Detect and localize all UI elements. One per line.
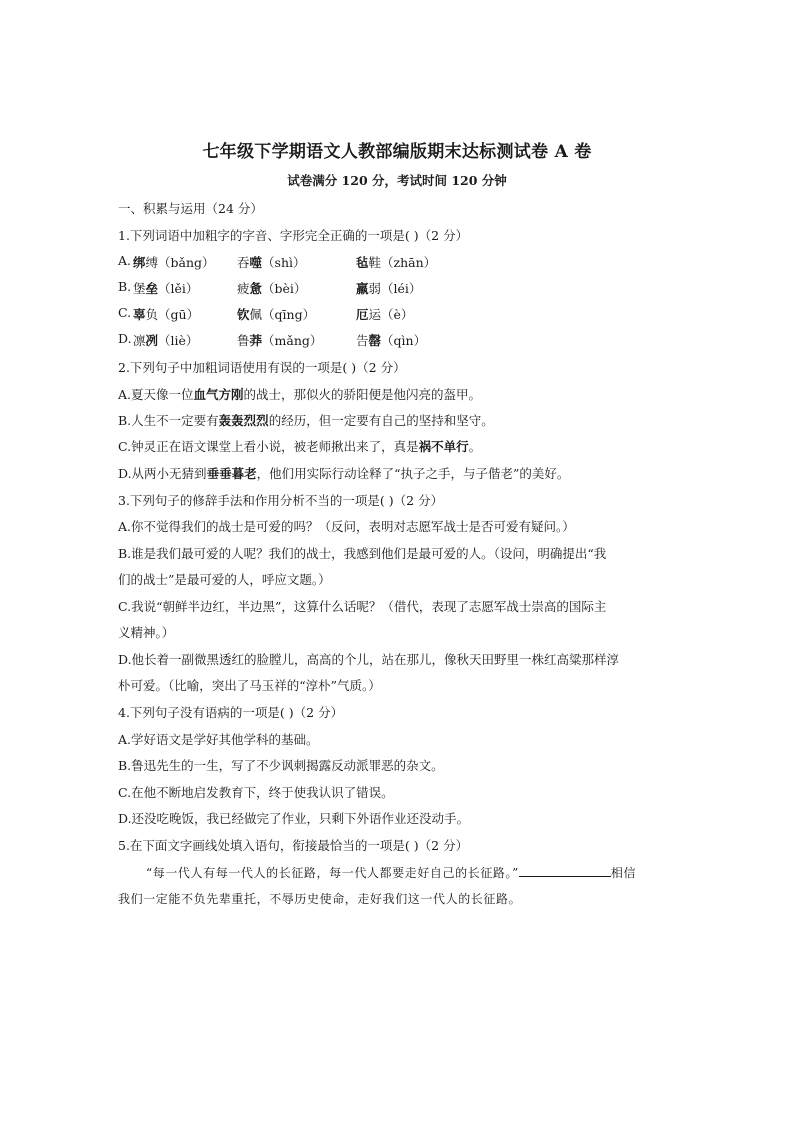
q3-option-c-line2: 义精神。）	[118, 625, 175, 640]
q5-stem: 5.在下面文字画线处填入语句，衔接最恰当的一项是( )（2 分）	[118, 838, 469, 853]
q1-stem: 1.下列词语中加粗字的字音、字形完全正确的一项是( )（2 分）	[118, 228, 469, 243]
q4-stem: 4.下列句子没有语病的一项是( )（2 分）	[118, 705, 344, 720]
option-label: D.	[118, 331, 132, 346]
option-word: 堡垒（lěi）	[133, 281, 199, 296]
q3-option-c-line1: C.我说“朝鲜半边红，半边黑”，这算什么话呢？（借代，表现了志愿军战士崇高的国际主	[118, 599, 607, 614]
option-word: 吞噬（shì）	[237, 255, 306, 270]
q2-option-b: B.人生不一定要有轰轰烈烈的经历，但一定要有自己的坚持和坚守。	[118, 413, 494, 428]
q3-stem: 3.下列句子的修辞手法和作用分析不当的一项是( )（2 分）	[118, 493, 444, 508]
option-word: 凛冽（liè）	[133, 333, 199, 348]
option-word: 告罄（qìn）	[356, 333, 427, 348]
answer-blank	[519, 866, 611, 877]
q3-option-d-line1: D.他长着一副微黑透红的脸膛儿，高高的个儿，站在那儿，像秋天田野里一株红高粱那样淳	[118, 652, 620, 667]
exam-title: 七年级下学期语文人教部编版期末达标测试卷 A 卷	[202, 142, 592, 162]
section-heading: 一、积累与运用（24 分）	[118, 201, 263, 216]
q3-option-a: A.你不觉得我们的战士是可爱的吗？（反问，表明对志愿军战士是否可爱有疑问。）	[118, 519, 575, 534]
q5-passage-line2: 我们一定能不负先辈重托，不辱历史使命，走好我们这一代人的长征路。	[118, 892, 522, 906]
q4-option-c: C.在他不断地启发教育下，终于使我认识了错误。	[118, 785, 394, 800]
option-word: 厄运（è）	[356, 307, 414, 322]
q5-passage-line1: “每一代人有每一代人的长征路，每一代人都要走好自己的长征路。” 相信	[146, 866, 637, 880]
exam-subtitle: 试卷满分 120 分，考试时间 120 分钟	[287, 173, 507, 188]
q2-option-d: D.从两小无猜到垂垂暮老，他们用实际行动诠释了“执子之手，与子偕老”的美好。	[118, 466, 570, 481]
q4-option-b: B.鲁迅先生的一生，写了不少讽刺揭露反动派罪恶的杂文。	[118, 758, 444, 773]
q2-option-c: C.钟灵正在语文课堂上看小说，被老师揪出来了，真是祸不单行。	[118, 439, 482, 454]
q2-option-a: A.夏天像一位血气方刚的战士，那似火的骄阳便是他闪亮的盔甲。	[118, 387, 482, 402]
q4-option-a: A.学好语文是学好其他学科的基础。	[118, 732, 319, 747]
option-word: 毡鞋（zhān）	[356, 255, 437, 270]
q2-stem: 2.下列句子中加粗词语使用有误的一项是( )（2 分）	[118, 360, 406, 375]
option-word: 辜负（gū）	[133, 307, 200, 322]
option-word: 疲惫（bèi）	[237, 281, 307, 296]
option-word: 钦佩（qīng）	[237, 307, 316, 322]
option-word: 鲁莽（mǎng）	[237, 333, 323, 348]
option-label: A.	[118, 253, 132, 268]
option-word: 绑缚（bǎng）	[133, 255, 215, 270]
option-word: 羸弱（léi）	[356, 281, 422, 296]
q3-option-b-line2: 们的战士”是最可爱的人，呼应文题。）	[118, 572, 331, 587]
q4-option-d: D.还没吃晚饭，我已经做完了作业，只剩下外语作业还没动手。	[118, 811, 470, 826]
q3-option-b-line1: B.谁是我们最可爱的人呢？我们的战士，我感到他们是最可爱的人。（设问，明确提出“我	[118, 546, 607, 561]
option-label: C.	[118, 305, 132, 320]
q3-option-d-line2: 朴可爱。（比喻，突出了马玉祥的“淳朴”气质。）	[118, 678, 381, 693]
option-label: B.	[118, 279, 132, 294]
